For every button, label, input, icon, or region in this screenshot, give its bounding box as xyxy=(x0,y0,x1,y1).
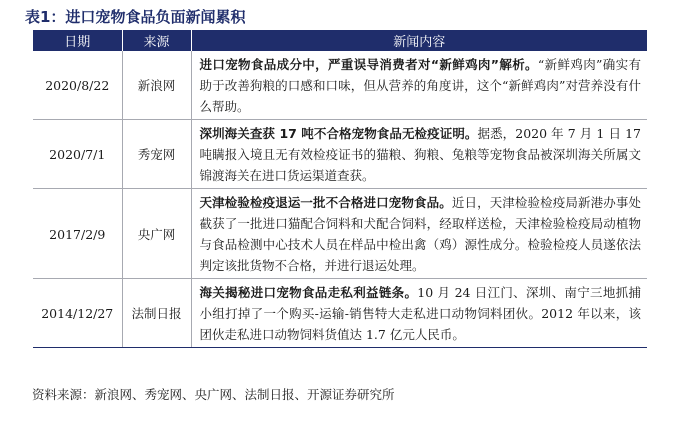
column-header-source: 来源 xyxy=(122,30,191,51)
row-source: 央广网 xyxy=(122,189,191,279)
row-source: 秀宠网 xyxy=(122,120,191,189)
table-row xyxy=(33,51,647,120)
row-content xyxy=(191,189,647,279)
table-row xyxy=(33,120,647,189)
news-body: 近日，天津检验检疫局新港办事处截获了一批进口猫配合饲料和犬配合饲料，经取样送检，天津检验检疫局动植物与食品检测中心技术人员在样品中检出禽（鸡）源性成分。检验检疫人员遂依法判定该批货物不合格，并进行退运处理。 xyxy=(199,195,641,273)
row-date: 2020/7/1 xyxy=(33,120,122,189)
news-body: “新鲜鸡肉”确实有助于改善狗粮的口感和口味，但从营养的角度讲，这个“新鲜鸡肉”对营养没有什么帮助。 xyxy=(199,57,641,114)
news-body: 10 月 24 日江门、深圳、南宁三地抓捕小组打掉了一个购买-运输-销售特大走私进口动物饲料团伙。2012 年以来，该团伙走私进口动物饲料货值达 1.7 亿元人民币。 xyxy=(199,285,641,342)
news-headline: 海关揭秘进口宠物食品走私利益链条。 xyxy=(199,285,418,300)
table-title: 表1：进口宠物食品负面新闻累积 xyxy=(25,8,246,26)
news-headline: 天津检验检疫退运一批不合格进口宠物食品。 xyxy=(199,195,452,210)
news-body: 据悉，2020 年 7 月 1 日 17 吨瞒报入境且无有效检疫证书的猫粮、狗粮、兔粮等宠物食品被深圳海关所属文锦渡海关在进口货运渠道查获。 xyxy=(199,126,641,183)
news-headline: 深圳海关查获 17 吨不合格宠物食品无检疫证明。 xyxy=(199,126,478,141)
news-headline: 进口宠物食品成分中，严重误导消费者对“新鲜鸡肉”解析。 xyxy=(199,57,538,72)
table-row xyxy=(33,189,647,279)
row-date: 2017/2/9 xyxy=(33,189,122,279)
row-source: 新浪网 xyxy=(122,51,191,120)
news-table xyxy=(33,30,647,348)
column-header-content: 新闻内容 xyxy=(191,30,647,51)
source-note: 资料来源：新浪网、秀宠网、央广网、法制日报、开源证券研究所 xyxy=(32,387,395,402)
row-content xyxy=(191,51,647,120)
column-header-date: 日期 xyxy=(33,30,122,51)
table-row xyxy=(33,279,647,348)
row-source: 法制日报 xyxy=(122,279,191,348)
row-date: 2020/8/22 xyxy=(33,51,122,120)
row-content xyxy=(191,279,647,348)
row-content xyxy=(191,120,647,189)
row-date: 2014/12/27 xyxy=(33,279,122,348)
table-header-row xyxy=(33,30,647,51)
